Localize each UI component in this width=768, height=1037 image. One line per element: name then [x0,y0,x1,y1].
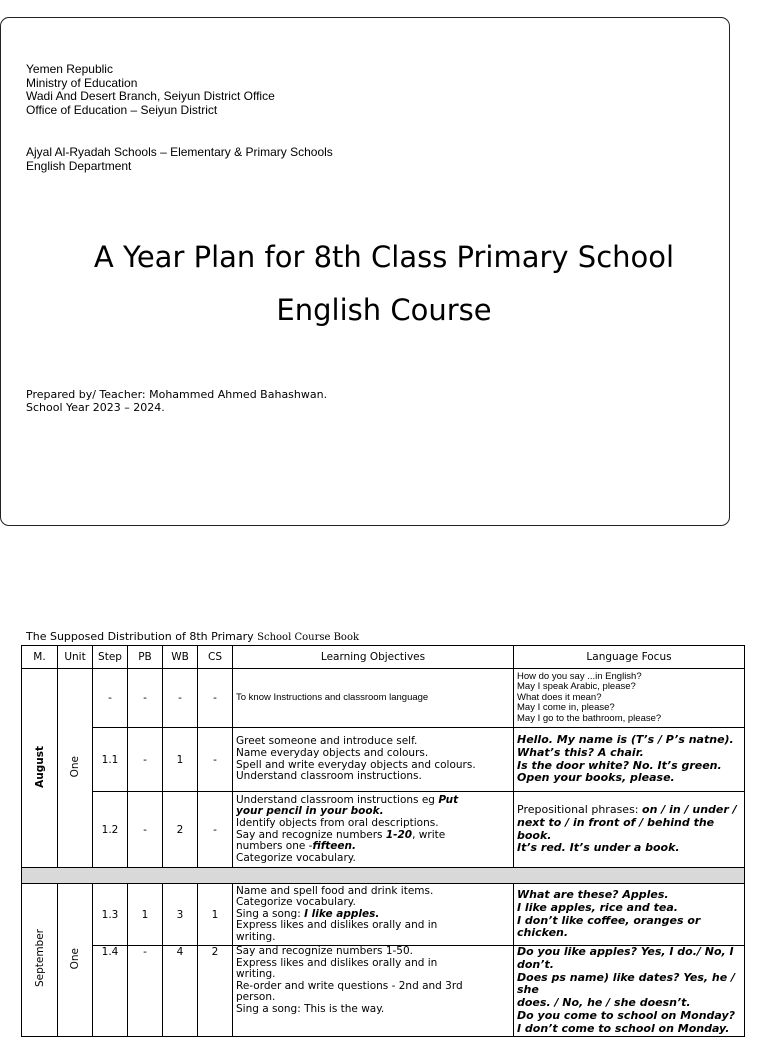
cs-cell: - [198,728,233,792]
objective-text: , write [412,828,446,841]
table-row [22,792,745,868]
objective-emphasis: I like apples. [304,907,380,920]
school-year: School Year 2023 – 2024. [26,401,165,414]
pb-cell: - [128,728,163,792]
pb-cell: - [128,792,163,868]
header-line: Yemen Republic [26,62,113,76]
header-block-ministry [26,63,275,117]
separator-cell [22,868,745,884]
objective-text: Sing a song: [236,907,305,920]
col-header-objectives: Learning Objectives [233,646,514,669]
focus-line: Hello. My name is (T’s / P’s natne). [517,732,734,746]
focus-cell [514,669,745,728]
unit-label: One [69,947,81,969]
focus-line: I don’t come to school on Monday. [517,1021,730,1035]
header-block-school [26,146,333,173]
header-line: Ajyal Al-Ryadah Schools – Elementary & Primary Schools [26,145,333,159]
wb-cell: 4 [163,946,198,1037]
step-cell: 1.2 [93,792,128,868]
cs-cell: - [198,669,233,728]
objective-line: Sing a song: This is the way. [236,1002,385,1015]
focus-text: Prepositional phrases: [517,802,643,816]
cs-cell: 1 [198,884,233,946]
focus-line: What does it mean? [517,691,602,703]
objective-line: Spell and write everyday objects and colours. [236,758,476,771]
objective-line: Categorize vocabulary. [236,896,356,909]
cs-cell: 2 [198,946,233,1037]
objectives-cell [233,669,514,728]
pb-cell: - [128,946,163,1037]
col-header-step: Step [93,646,128,669]
wb-cell: 1 [163,728,198,792]
objective-line: writing. [236,968,276,981]
wb-cell: 3 [163,884,198,946]
objective-line: To know Instructions and classroom language [236,692,429,704]
col-header-wb: WB [163,646,198,669]
objective-line: Name and spell food and drink items. [236,884,434,897]
pb-cell: - [128,669,163,728]
col-header-pb: PB [128,646,163,669]
step-cell: 1.4 [93,946,128,1037]
focus-line: Does ps name) like dates? Yes, he / she [517,970,736,997]
col-header-cs: CS [198,646,233,669]
focus-line: How do you say ...in English? [517,670,642,682]
objective-line: Categorize vocabulary. [236,851,356,864]
table-row [22,728,745,792]
objective-emphasis: Put [438,793,459,806]
col-header-unit: Unit [58,646,93,669]
focus-line [517,804,741,817]
month-cell [22,884,58,1037]
document-title-line1: A Year Plan for 8th Class Primary School [93,240,675,274]
focus-line: I like apples, rice and tea. [517,900,678,914]
caption-text: The Supposed Distribution of 8th Primary [26,630,258,643]
focus-line: Do you come to school on Monday? [517,1008,736,1022]
year-plan-table [21,645,745,1037]
col-header-focus: Language Focus [514,646,745,669]
col-header-month: M. [22,646,58,669]
prepared-by-teacher: Prepared by/ Teacher: Mohammed Ahmed Bahashwan. [26,388,328,401]
focus-line: Do you like apples? Yes, I do./ No, I [517,945,734,958]
month-label: August [33,745,46,788]
focus-line: May I come in, please? [517,702,615,714]
objective-emphasis: 1-20 [385,828,413,841]
focus-line: May I speak Arabic, please? [517,681,636,693]
unit-cell [58,884,93,1037]
focus-line: May I go to the bathroom, please? [517,712,662,724]
month-separator-row [22,868,745,884]
focus-line: It’s red. It’s under a book. [517,841,680,855]
objective-text: Understand classroom instructions eg [236,793,439,806]
focus-line: does. / No, he / she doesn’t. [517,996,691,1010]
objective-emphasis: your pencil in your book. [236,805,384,818]
objective-line: Name everyday objects and colours. [236,746,429,759]
objective-line: Express likes and dislikes orally and in [236,919,438,932]
focus-cell [514,792,745,868]
header-line: Office of Education – Seiyun District [26,102,218,117]
header-line: Wadi And Desert Branch, Seiyun District Office [26,89,275,104]
objective-text: numbers one - [236,840,313,853]
focus-line: don’t. [517,957,554,971]
unit-label: One [69,755,81,778]
table-caption [26,630,359,643]
objective-emphasis: fifteen. [312,840,357,853]
focus-emphasis: on / in / under / [642,802,737,816]
focus-line: What are these? Apples. [517,887,669,901]
objective-line: writing. [236,930,276,943]
unit-cell [58,669,93,868]
objective-line: Re-order and write questions - 2nd and 3rd [236,979,463,992]
month-cell [22,669,58,868]
prepared-by [26,388,327,414]
focus-cell [514,884,745,946]
focus-cell [514,946,745,1037]
objectives-cell [233,792,514,868]
step-cell: 1.3 [93,884,128,946]
objective-line: Say and recognize numbers 1-50. [236,945,413,957]
month-label: September [33,929,46,988]
table-row [22,946,745,1037]
objective-text: Say and recognize numbers [236,828,386,841]
caption-serif-text: School Course Book [257,632,360,643]
table-header-row [22,646,745,669]
objective-line: Greet someone and introduce self. [236,735,418,748]
focus-line: I don’t like coffee, oranges or chicken. [517,913,701,940]
objectives-cell [233,728,514,792]
objective-line: Express likes and dislikes orally and in [236,956,438,969]
table-row [22,669,745,728]
cs-cell: - [198,792,233,868]
table-row [22,884,745,946]
wb-cell: 2 [163,792,198,868]
focus-line: Open your books, please. [517,771,675,785]
focus-cell [514,728,745,792]
document-title-line2: English Course [276,293,492,327]
focus-line: Is the door white? No. It’s green. [517,758,722,772]
objective-line [236,841,510,853]
objective-line: person. [236,991,276,1004]
step-cell: 1.1 [93,728,128,792]
focus-line: next to / in front of / behind the book. [517,815,715,842]
focus-line: What’s this? A chair. [517,745,644,759]
objectives-cell [233,946,514,1037]
objectives-cell [233,884,514,946]
step-cell: - [93,669,128,728]
objective-line: Understand classroom instructions. [236,770,422,783]
pb-cell: 1 [128,884,163,946]
header-line: English Department [26,158,132,173]
wb-cell: - [163,669,198,728]
header-line: Ministry of Education [26,75,138,90]
objective-line: Identify objects from oral descriptions. [236,816,439,829]
